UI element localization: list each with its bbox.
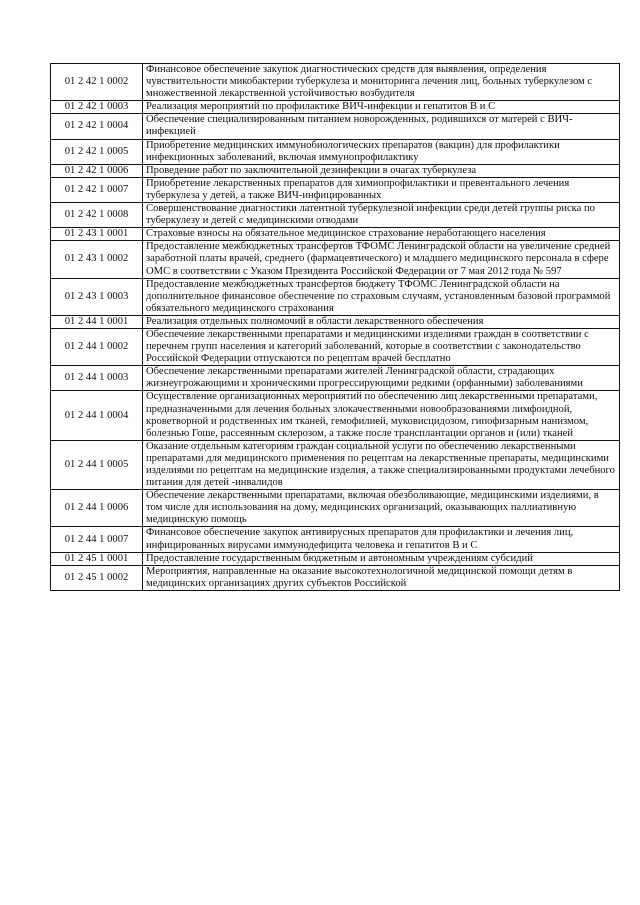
table-row xyxy=(51,228,620,241)
table-row xyxy=(51,101,620,114)
row-description: Предоставление государственным бюджетным и автономным учреждениям субсидий xyxy=(143,552,620,565)
row-description: Осуществление организационных мероприятий по обеспечению лиц лекарственными препаратами, предназначенными для лечения больных злокачественными новообразованиями лимфоидной, кроветворной и родственных им тканей, гемофилией, муковисцидозом, гипофизарным нанизмом, болезнью Гоше, рассеянным склерозом, а также после трансплантации органов и (или) тканей xyxy=(143,391,620,440)
budget-code-table xyxy=(50,63,620,591)
row-code: 01 2 44 1 0001 xyxy=(51,315,143,328)
row-description: Реализация мероприятий по профилактике ВИЧ-инфекции и гепатитов В и С xyxy=(143,101,620,114)
row-description: Обеспечение специализированным питанием новорожденных, родившихся от матерей с ВИЧ- инфекцией xyxy=(143,114,620,139)
row-description: Приобретение медицинских иммунобиологических препаратов (вакцин) для профилактики инфекционных заболеваний, включая иммунопрофилактику xyxy=(143,139,620,164)
table-row xyxy=(51,164,620,177)
row-code: 01 2 44 1 0004 xyxy=(51,391,143,440)
row-code: 01 2 42 1 0007 xyxy=(51,177,143,202)
row-code: 01 2 42 1 0002 xyxy=(51,64,143,101)
row-code: 01 2 43 1 0002 xyxy=(51,241,143,278)
row-code: 01 2 42 1 0005 xyxy=(51,139,143,164)
row-description: Страховые взносы на обязательное медицинское страхование неработающего населения xyxy=(143,228,620,241)
row-description: Финансовое обеспечение закупок диагностических средств для выявления, определения чувствительности микобактерии туберкулеза и мониторинга лечения лиц, больных туберкулезом с множественной лекарственной устойчивостью возбудителя xyxy=(143,64,620,101)
table-row xyxy=(51,328,620,365)
table-row xyxy=(51,241,620,278)
row-description: Совершенствование диагностики латентной туберкулезной инфекции среди детей группы риска по туберкулезу и детей с медицинскими отводами xyxy=(143,203,620,228)
row-description: Мероприятия, направленные на оказание высокотехнологичной медицинской помощи детям в медицинских организациях других субъектов Российской xyxy=(143,565,620,590)
table-row xyxy=(51,440,620,489)
table-row xyxy=(51,391,620,440)
budget-code-table-page xyxy=(50,63,619,591)
row-code: 01 2 42 1 0004 xyxy=(51,114,143,139)
row-description: Проведение работ по заключительной дезинфекции в очагах туберкулеза xyxy=(143,164,620,177)
table-row xyxy=(51,565,620,590)
row-description: Реализация отдельных полномочий в области лекарственного обеспечения xyxy=(143,315,620,328)
table-row xyxy=(51,278,620,315)
table-row xyxy=(51,366,620,391)
row-code: 01 2 43 1 0003 xyxy=(51,278,143,315)
row-code: 01 2 44 1 0006 xyxy=(51,490,143,527)
row-description: Предоставление межбюджетных трансфертов бюджету ТФОМС Ленинградской области на дополнительное финансовое обеспечение по страховым случаям, установленным базовой программой обязательного медицинского страхования xyxy=(143,278,620,315)
row-description: Обеспечение лекарственными препаратами и медицинскими изделиями граждан в соответствии с перечнем групп населения и категорий заболеваний, которые в соответствии с законодательство Российской Федерации отпускаются по рецептам врачей бесплатно xyxy=(143,328,620,365)
table-row xyxy=(51,139,620,164)
row-code: 01 2 44 1 0007 xyxy=(51,527,143,552)
row-description: Предоставление межбюджетных трансфертов ТФОМС Ленинградской области на увеличение средней заработной платы врачей, среднего (фармацевтического) и младшего медицинского персонала в сфере ОМС в соответствии с Указом Президента Российской Федерации от 7 мая 2012 года № 597 xyxy=(143,241,620,278)
row-code: 01 2 44 1 0003 xyxy=(51,366,143,391)
row-code: 01 2 42 1 0008 xyxy=(51,203,143,228)
row-description: Обеспечение лекарственными препаратами, включая обезболивающие, медицинскими изделиями, в том числе для использования на дому, медицинских организаций, оказывающих паллиативную медицинскую помощь xyxy=(143,490,620,527)
row-description: Приобретение лекарственных препаратов для химиопрофилактики и превентального лечения туберкулеза у детей, а также ВИЧ-инфицированных xyxy=(143,177,620,202)
row-code: 01 2 42 1 0003 xyxy=(51,101,143,114)
table-row xyxy=(51,490,620,527)
table-row xyxy=(51,64,620,101)
row-code: 01 2 42 1 0006 xyxy=(51,164,143,177)
row-description: Финансовое обеспечение закупок антивирусных препаратов для профилактики и лечения лиц, инфицированных вирусами иммунодефицита человека и гепатитов В и С xyxy=(143,527,620,552)
table-row xyxy=(51,203,620,228)
row-description: Оказание отдельным категориям граждан социальной услуги по обеспечению лекарственными препаратами для медицинского применения по рецептам на лекарственные препараты, медицинскими изделиями по рецептам на медицинские изделия, а также специализированными продуктами лечебного питания для детей -инвалидов xyxy=(143,440,620,489)
table-row xyxy=(51,315,620,328)
row-description: Обеспечение лекарственными препаратами жителей Ленинградской области, страдающих жизнеугрожающими и хроническими прогрессирующими редкими (орфанными) заболеваниями xyxy=(143,366,620,391)
row-code: 01 2 45 1 0001 xyxy=(51,552,143,565)
table-row xyxy=(51,177,620,202)
row-code: 01 2 45 1 0002 xyxy=(51,565,143,590)
row-code: 01 2 44 1 0005 xyxy=(51,440,143,489)
table-row xyxy=(51,552,620,565)
table-row xyxy=(51,527,620,552)
table-row xyxy=(51,114,620,139)
row-code: 01 2 43 1 0001 xyxy=(51,228,143,241)
row-code: 01 2 44 1 0002 xyxy=(51,328,143,365)
